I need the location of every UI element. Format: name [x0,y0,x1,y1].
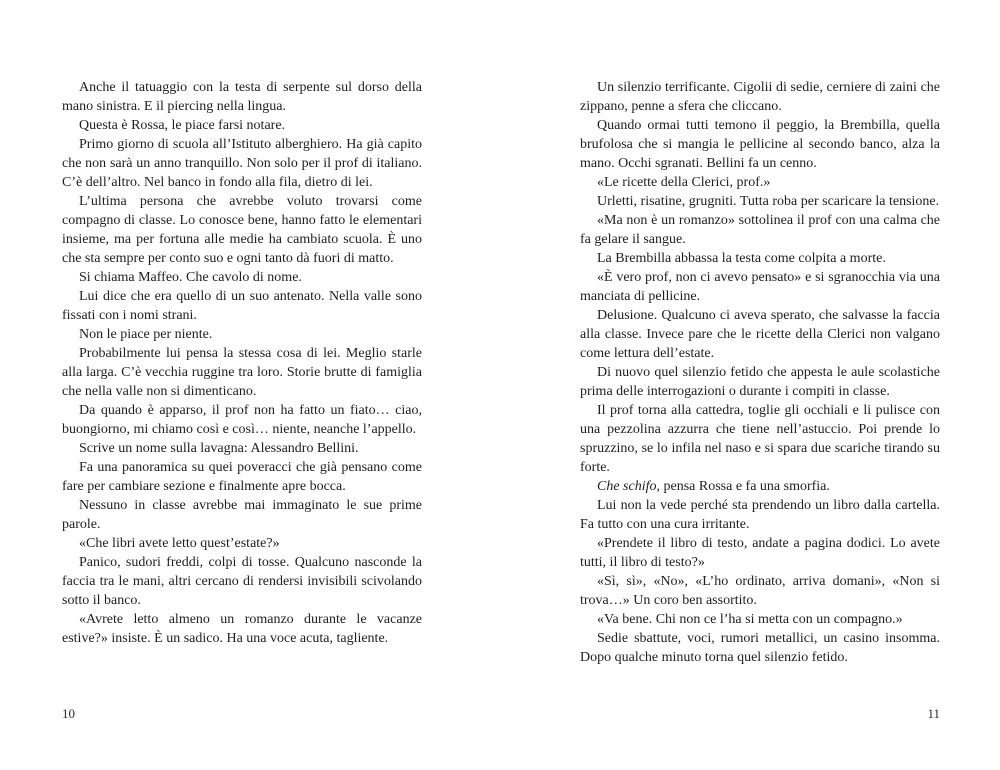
paragraph: Si chiama Maffeo. Che cavolo di nome. [79,270,302,285]
paragraph: Scrive un nome sulla lavagna: Alessandro Bellini. [79,441,359,456]
paragraph: «Avrete letto almeno un romanzo durante le vacanze estive?» insiste. È un sadico. Ha una voce acuta, tagliente. [62,612,422,646]
paragraph: Un silenzio terrificante. Cigolii di sedie, cerniere di zaini che zippano, penne a sfera che cliccano. [580,80,940,114]
paragraph: Lui dice che era quello di un suo antenato. Nella valle sono fissati con i nomi strani. [62,289,422,323]
paragraph: «È vero prof, non ci avevo pensato» e si sgranocchia via una manciata di pellicine. [580,270,940,304]
paragraph: «Sì, sì», «No», «L’ho ordinato, arriva domani», «Non si trova…» Un coro ben assortito. [580,574,940,608]
paragraph: «Prendete il libro di testo, andate a pagina dodici. Lo avete tutti, il libro di testo?» [580,536,940,570]
paragraph: «Le ricette della Clerici, prof.» [597,175,771,190]
page-left-text [62,78,422,648]
text-segment: , pensa Rossa e fa una smorfia. [656,479,830,494]
paragraph: «Ma non è un romanzo» sottolinea il prof con una calma che fa gelare il sangue. [580,213,940,247]
paragraph: Anche il tatuaggio con la testa di serpente sul dorso della mano sinistra. E il piercing nella lingua. [62,80,422,114]
paragraph: Probabilmente lui pensa la stessa cosa di lei. Meglio starle alla larga. C’è vecchia ruggine tra loro. Storie brutte di famiglia che nella valle non si dimenticano. [62,346,422,399]
paragraph: Quando ormai tutti temono il peggio, la Brembilla, quella brufolosa che si mangia le pellicine al secondo banco, alza la mano. Occhi sgranati. Bellini fa un cenno. [580,118,940,171]
paragraph: L’ultima persona che avrebbe voluto trovarsi come compagno di classe. Lo conosce bene, hanno fatto le elementari insieme, ma per fortuna alle medie ha cambiato scuola. È uno che sta sempre per conto suo e ogni tanto dà fuori di matto. [62,194,422,266]
paragraph: «Che libri avete letto quest’estate?» [79,536,280,551]
paragraph: Nessuno in classe avrebbe mai immaginato le sue prime parole. [62,498,422,532]
paragraph: «Va bene. Chi non ce l’ha si metta con un compagno.» [597,612,903,627]
italic-text: Che schifo [597,479,657,494]
paragraph: Il prof torna alla cattedra, toglie gli occhiali e li pulisce con una pezzolina azzurra che tiene nell’astuccio. Poi prende lo spruzzino, se lo infila nel naso e si spara due scariche tirando su forte. [580,403,940,475]
paragraph: Sedie sbattute, voci, rumori metallici, un casino insomma. Dopo qualche minuto torna quel silenzio fetido. [580,631,940,665]
paragraph: Di nuovo quel silenzio fetido che appesta le aule scolastiche prima delle interrogazioni o durante i compiti in classe. [580,365,940,399]
paragraph: Primo giorno di scuola all’Istituto alberghiero. Ha già capito che non sarà un anno tranquillo. Non solo per il prof di italiano. C’è dell’altro. Nel banco in fondo alla fila, dietro di lei. [62,137,422,190]
paragraph: Panico, sudori freddi, colpi di tosse. Qualcuno nasconde la faccia tra le mani, altri cercano di rendersi invisibili scivolando sotto il banco. [62,555,422,608]
paragraph: Fa una panoramica su quei poveracci che già pensano come fare per cambiare sezione e finalmente apre bocca. [62,460,422,494]
paragraph: Questa è Rossa, le piace farsi notare. [79,118,286,133]
paragraph: Da quando è apparso, il prof non ha fatto un fiato… ciao, buongiorno, mi chiamo così e così… niente, neanche l’appello. [62,403,422,437]
paragraph [580,477,940,496]
page-number-right: 11 [927,706,940,721]
paragraph: La Brembilla abbassa la testa come colpita a morte. [597,251,886,266]
paragraph: Lui non la vede perché sta prendendo un libro dalla cartella. Fa tutto con una cura irritante. [580,498,940,532]
paragraph: Urletti, risatine, grugniti. Tutta roba per scaricare la tensione. [597,194,940,209]
paragraph: Non le piace per niente. [79,327,213,342]
paragraph: Delusione. Qualcuno ci aveva sperato, che salvasse la faccia alla classe. Invece pare che le ricette della Clerici non valgano come lettura dell’estate. [580,308,940,361]
page-number-left: 10 [62,706,75,721]
page-right-text [580,78,940,667]
